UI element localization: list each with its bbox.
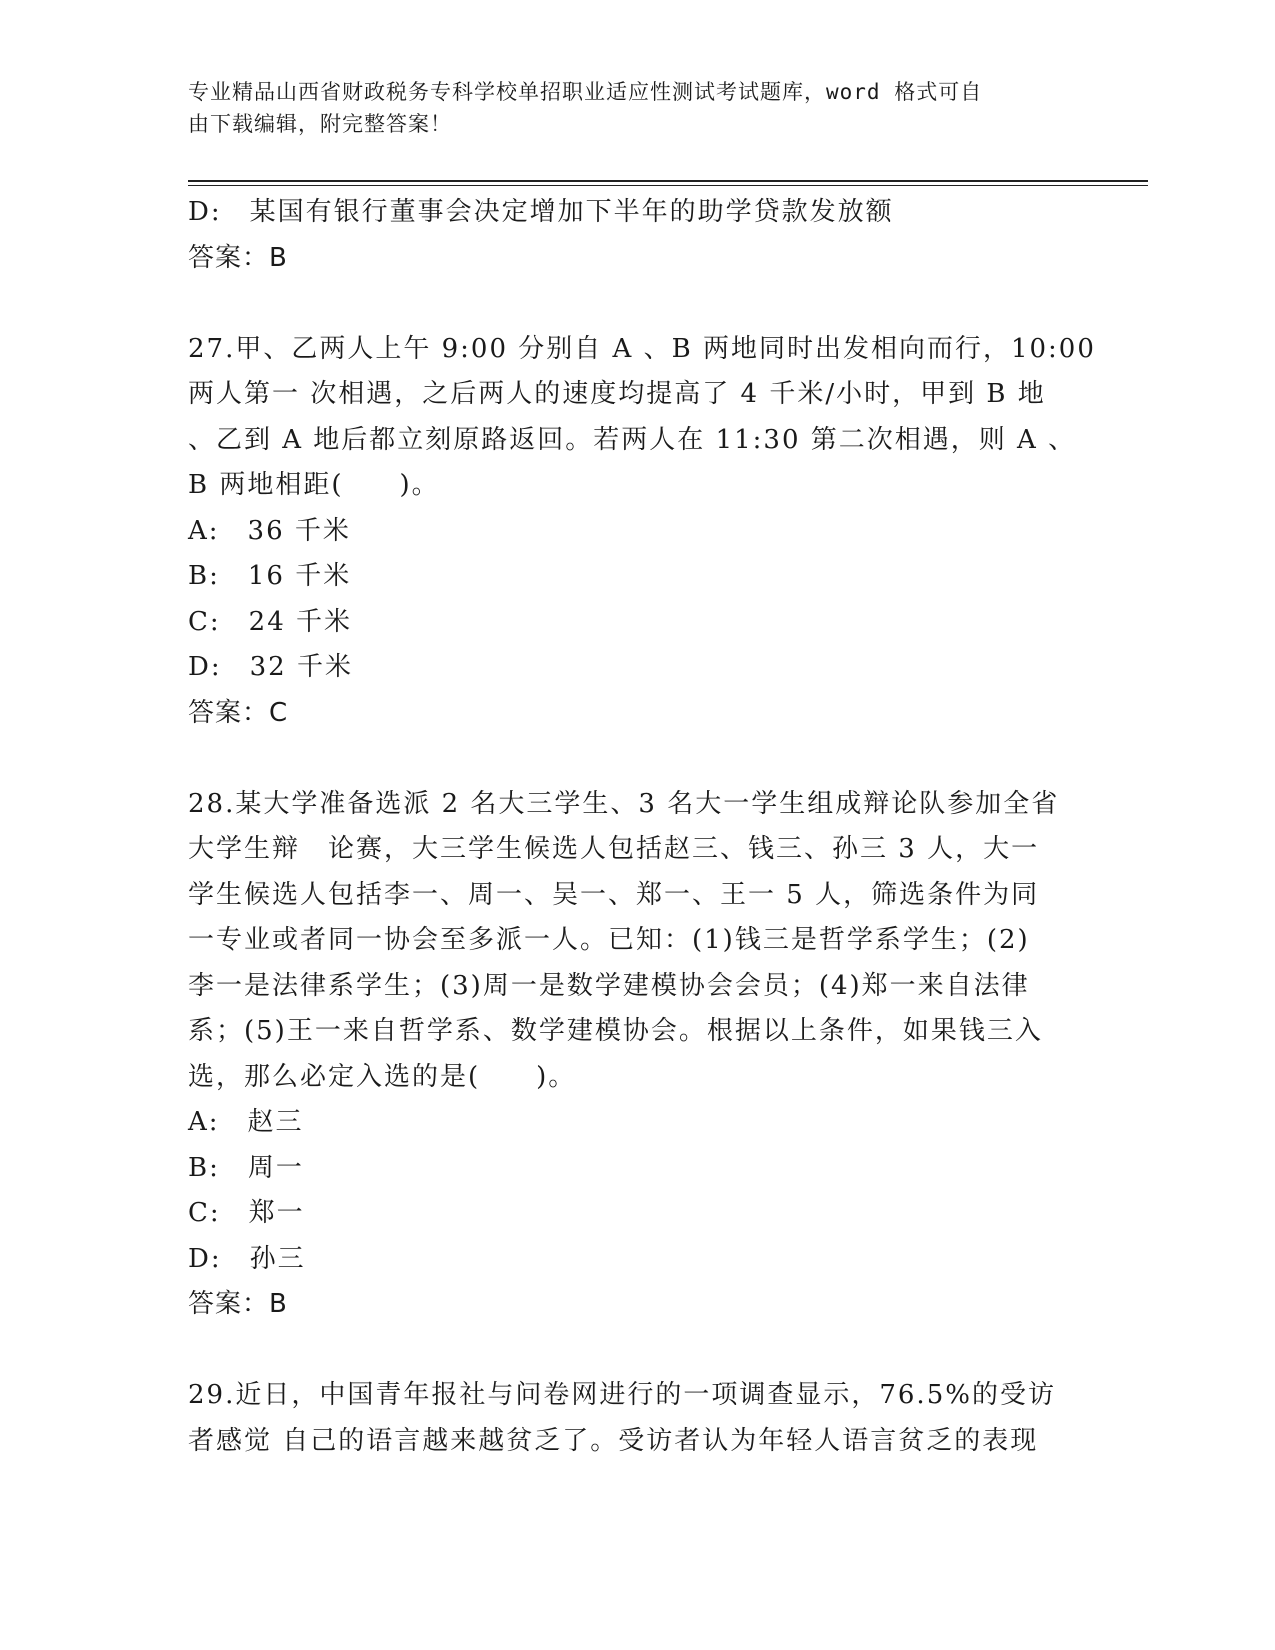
question-text-line: 大学生辩 论赛，大三学生候选人包括赵三、钱三、孙三 3 人，大一 — [188, 834, 1040, 864]
question-text-line: 一专业或者同一协会至多派一人。已知：(1)钱三是哲学系学生；(2) — [188, 925, 1030, 955]
question-29 — [188, 1373, 1088, 1464]
question-text-line: 系；(5)王一来自哲学系、数学建模协会。根据以上条件，如果钱三入 — [188, 1016, 1043, 1046]
option-d: D: 孙三 — [188, 1243, 306, 1274]
question-27 — [188, 327, 1096, 737]
header-line: 由下载编辑，附完整答案！ — [188, 112, 452, 136]
question-text-line: 28.某大学准备选派 2 名大三学生、3 名大一学生组成辩论队参加全省 — [188, 788, 1060, 819]
document-header — [188, 76, 1088, 140]
option-d: D: 32 千米 — [188, 652, 353, 682]
header-rule-thin — [188, 185, 1148, 186]
question-text-line: 李一是法律系学生；(3)周一是数学建模协会会员；(4)郑一来自法律 — [188, 970, 1030, 1001]
option-c: C: 24 千米 — [188, 606, 353, 637]
question-text-line: 27.甲、乙两人上午 9:00 分别自 A 、B 两地同时出发相向而行，10:00 — [188, 333, 1096, 364]
question-text-line: 者感觉 自己的语言越来越贫乏了。受访者认为年轻人语言贫乏的表现 — [188, 1425, 1039, 1456]
document-body — [188, 190, 1096, 1464]
question-text-line: 两人第一 次相遇，之后两人的速度均提高了 4 千米/小时，甲到 B 地 — [188, 379, 1046, 409]
option-c: C: 郑一 — [188, 1198, 305, 1228]
option-a: A: 赵三 — [188, 1107, 304, 1137]
option-b: B: 周一 — [188, 1152, 304, 1183]
answer-line: 答案：C — [188, 697, 289, 728]
question-28 — [188, 782, 1088, 1328]
question-text-line: 29.近日，中国青年报社与问卷网进行的一项调查显示，76.5%的受访 — [188, 1380, 1056, 1410]
option-a: A: 36 千米 — [188, 515, 351, 546]
question-text-line: B 两地相距( )。 — [188, 470, 440, 500]
header-line: 专业精品山西省财政税务专科学校单招职业适应性测试考试题库，word 格式可自 — [188, 80, 983, 104]
question-text-line: 学生候选人包括李一、周一、吴一、郑一、王一 5 人，筛选条件为同 — [188, 879, 1040, 910]
question-text-line: 选，那么必定入选的是( )。 — [188, 1061, 577, 1092]
option-d: D: 某国有银行董事会决定增加下半年的助学贷款发放额 — [188, 197, 894, 227]
question-text-line: 、乙到 A 地后都立刻原路返回。若两人在 11:30 第二次相遇，则 A 、 — [188, 424, 1077, 455]
answer-line: 答案：B — [188, 242, 288, 273]
option-b: B: 16 千米 — [188, 561, 352, 591]
header-rule — [188, 180, 1148, 182]
answer-line: 答案：B — [188, 1289, 288, 1319]
